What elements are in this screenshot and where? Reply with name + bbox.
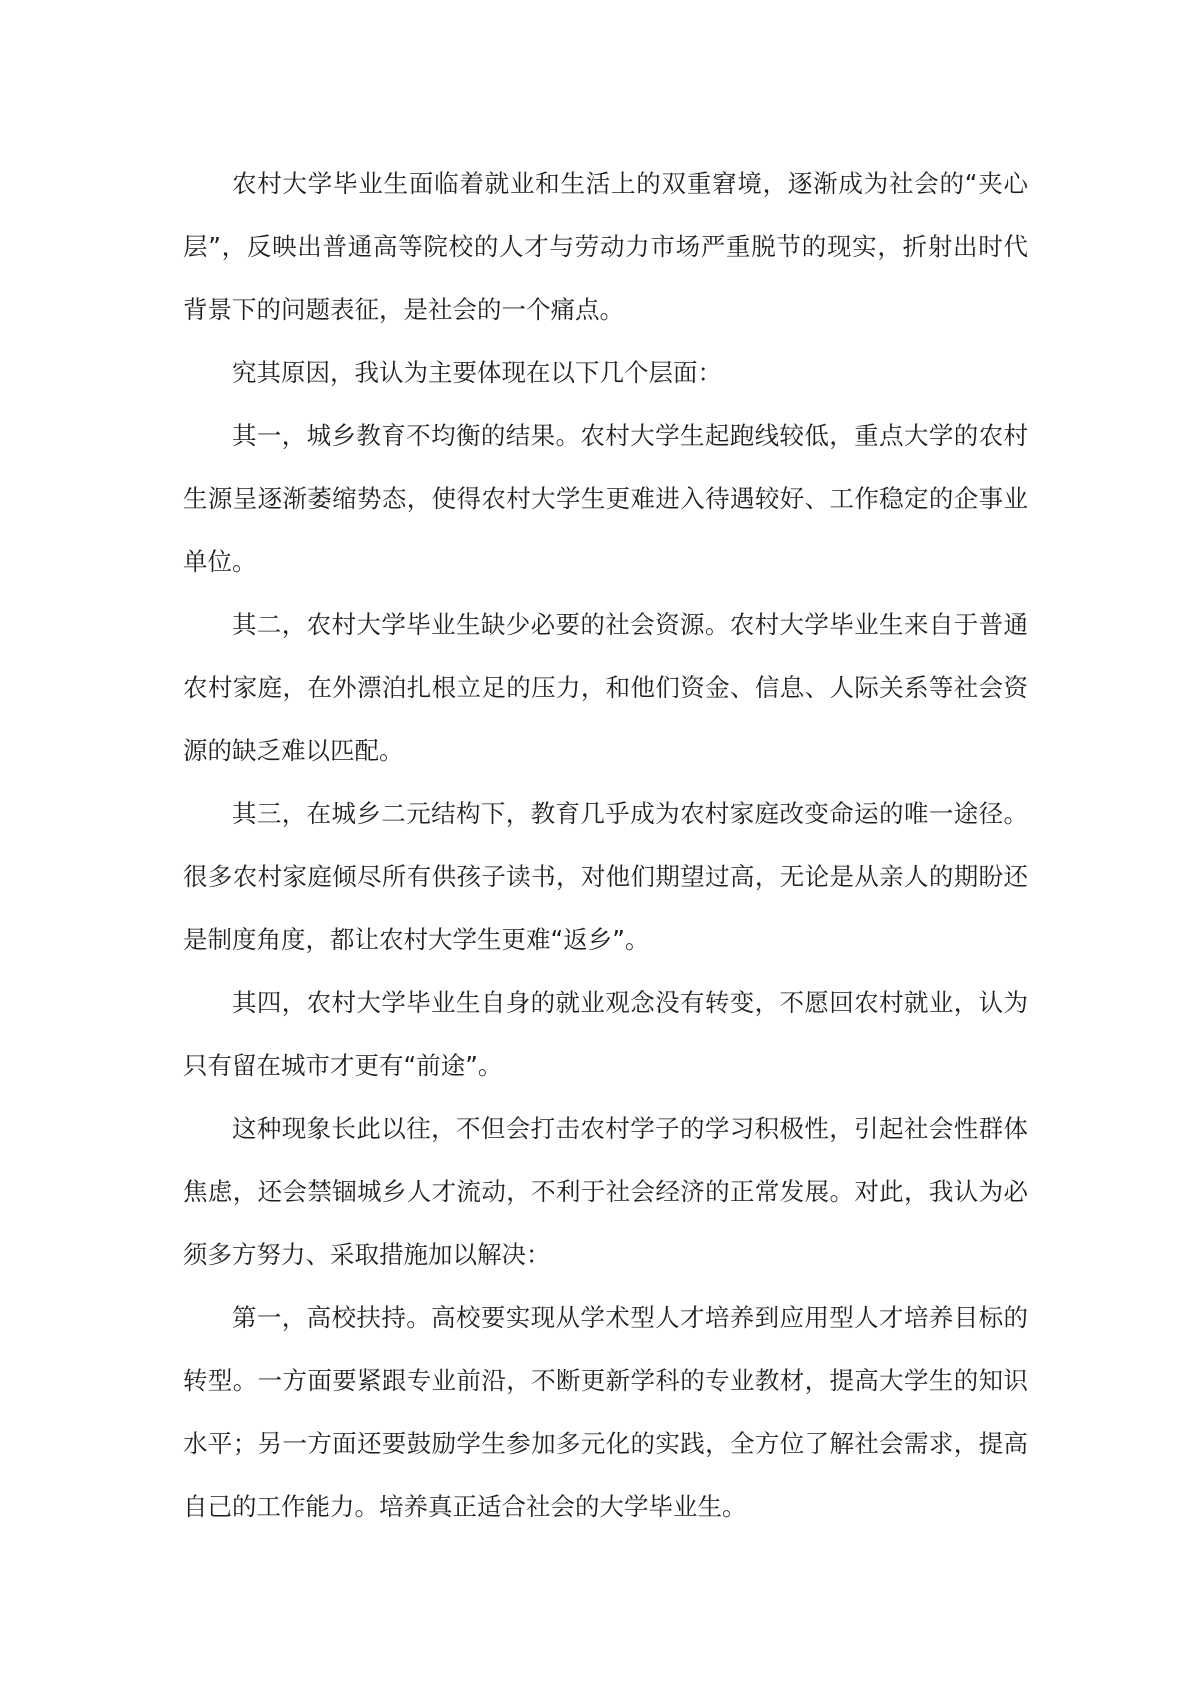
paragraph-cause-4: 其四，农村大学毕业生自身的就业观念没有转变，不愿回农村就业，认为只有留在城市才更有“前途”。 [183, 988, 1028, 1080]
paragraph-cause-1: 其一，城乡教育不均衡的结果。农村大学生起跑线较低，重点大学的农村生源呈逐渐萎缩势态，使得农村大学生更难进入待遇较好、工作稳定的企事业单位。 [183, 421, 1028, 576]
paragraph-causes-lead: 究其原因，我认为主要体现在以下几个层面： [232, 358, 722, 387]
paragraph-cause-2: 其二，农村大学毕业生缺少必要的社会资源。农村大学毕业生来自于普通农村家庭，在外漂泊扎根立足的压力，和他们资金、信息、人际关系等社会资源的缺乏难以匹配。 [183, 610, 1028, 765]
paragraph-measure-1: 第一，高校扶持。高校要实现从学术型人才培养到应用型人才培养目标的转型。一方面要紧跟专业前沿，不断更新学科的专业教材，提高大学生的知识水平；另一方面还要鼓励学生参加多元化的实践，全方位了解社会需求，提高自己的工作能力。培养真正适合社会的大学毕业生。 [183, 1303, 1028, 1521]
paragraph-intro: 农村大学毕业生面临着就业和生活上的双重窘境，逐渐成为社会的“夹心层”，反映出普通高等院校的人才与劳动力市场严重脱节的现实，折射出时代背景下的问题表征，是社会的一个痛点。 [183, 169, 1028, 324]
document-body [183, 152, 1028, 1538]
paragraph-cause-3: 其三，在城乡二元结构下，教育几乎成为农村家庭改变命运的唯一途径。很多农村家庭倾尽所有供孩子读书，对他们期望过高，无论是从亲人的期盼还是制度角度，都让农村大学生更难“返乡”。 [183, 799, 1028, 954]
paragraph-consequences: 这种现象长此以往，不但会打击农村学子的学习积极性，引起社会性群体焦虑，还会禁锢城乡人才流动，不利于社会经济的正常发展。对此，我认为必须多方努力、采取措施加以解决： [183, 1114, 1028, 1269]
